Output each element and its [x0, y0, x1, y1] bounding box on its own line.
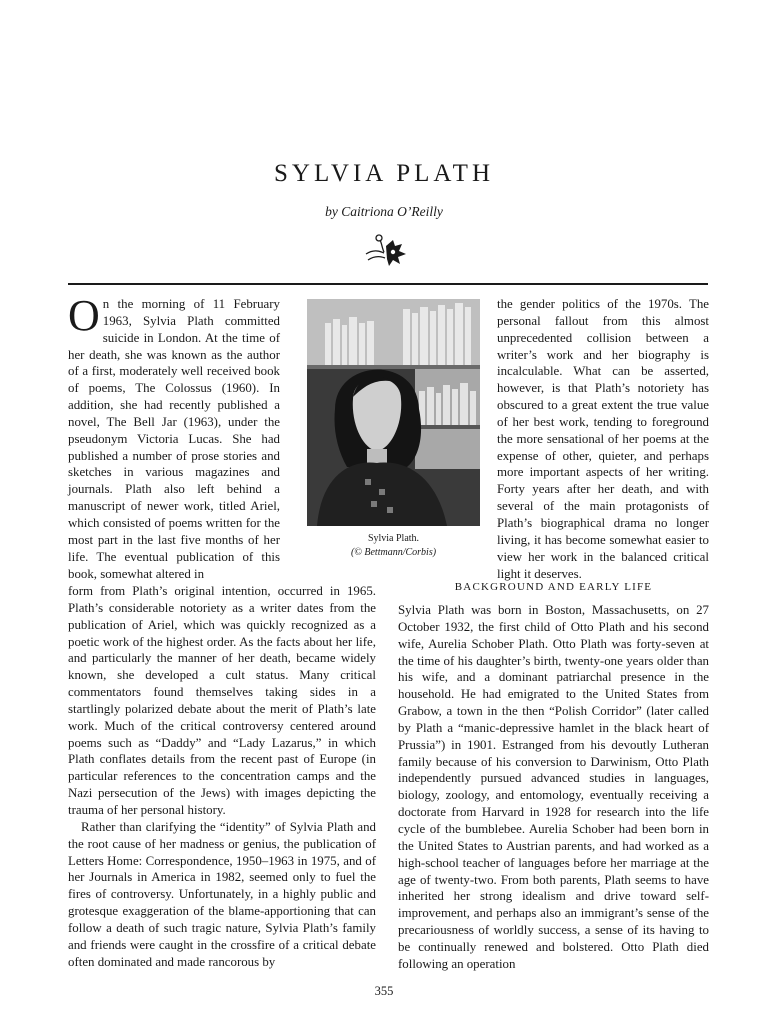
paragraph-continuation: form from Plath’s original intention, occurred in 1965. Plath’s considerable notoriety as a writer dates from the publication of Ariel, which was quickly recognized as a poetic work of the highest order. As the facts about her life, and particularly the manner of her death, became widely known, she developed a cult status. Many critical commentators found themselves taking sides in a startlingly polarized debate about the merit of Plath’s late work. Much of the critical controversy centered around poems such as “Daddy” and “Lady Lazarus,” in which Plath conflates details from the recent past of Europe (in particular references to the concentration camps and the Nazi persecution of the Jews) with images depicting the trauma of her personal history. [68, 584, 376, 817]
article-title: SYLVIA PLATH [273, 160, 495, 187]
header-rule [68, 283, 708, 285]
photo-caption [300, 532, 487, 560]
caption-text: Sylvia Plath. [367, 533, 420, 544]
drop-cap: O [68, 291, 100, 340]
left-column-top [68, 291, 280, 582]
author-photo [307, 299, 480, 526]
page-number: 355 [374, 984, 394, 998]
paragraph: Rather than clarifying the “identity” of Sylvia Plath and the root cause of her madness or genius, the publication of Letters Home: Correspondence, 1950–1963 in 1975, and of her Journals in America in 1982, seemed only to fuel the fires of controversy. Unfortunately, in a highly public and grotesque exaggeration of the blame-apportioning that can follow a death of such tragic nature, Sylvia Plath’s family and friends were caught in the crossfire of a critical debate often dominated and made rancorous by [68, 819, 376, 969]
paragraph: Sylvia Plath was born in Boston, Massachusetts, on 27 October 1932, the first child of Otto Plath and his second wife, Aurelia Schober Plath. Otto Plath was forty-seven at the time of his daughter’s birth, twenty-one years older than his wife, and a dominant patriarchal presence in the household. He had emigrated to the United States from Grabow, a town in the then “Polish Corridor” (later called by Plath a “manic-depressive hamlet in the black heart of Prussia”) in 1901. Estranged from his devoutly Lutheran family because of his conversion to Darwinism, Otto Plath independently pursued advanced studies in languages, biology, zoology, and entomology, eventually receiving a doctorate from Harvard in 1928 for research into the life cycle of the bumblebee. Aurelia Schober had been born in the United States to Austrian parents, and had worked as a high-school teacher of languages before her marriage at the age of twenty-two. From both parents, Plath seems to have inherited her strong idealism and drive toward self-improvement, and perhaps also an immigrant’s sense of the precariousness of worldly success, a sense of its having to be continually renewed and bolstered. Otto Plath died following an operation [398, 603, 709, 971]
paragraph-opening: n the morning of 11 February 1963, Sylvia Plath committed suicide in London. At the time of her death, she was known as the author of a first, moderately well received book of poems, The Colossus (1960). In addition, she had recently published a novel, The Bell Jar (1963), under the pseudonym Victoria Lucas. She had published a number of prose stories and sketches in various magazines and journals. Plath also left behind a manuscript of newer work, titled Ariel, which consisted of poems written for the most part in the last five months of her life. The eventual publication of this book, somewhat altered in [68, 297, 280, 581]
right-column-bottom [398, 602, 709, 973]
floral-ornament-icon [360, 228, 410, 272]
byline: by Caitriona O’Reilly [325, 204, 443, 219]
section-heading: BACKGROUND AND EARLY LIFE [454, 581, 653, 593]
author-photo-illustration [307, 299, 480, 526]
right-column-top [497, 296, 709, 582]
caption-credit: (© Bettmann/Corbis) [350, 547, 437, 558]
left-column-bottom [68, 583, 376, 970]
paragraph-continuation: the gender politics of the 1970s. The personal fallout from this almost unprecedented collision between a writer’s work and her biography is incalculable. What can be asserted, however, is that Plath’s notoriety has obscured to a great extent the true value of her best work, tending to foreground the more sensational of her poems at the expense of other, quieter, and perhaps more important aspects of her writing. Forty years after her death, and with several of the main protagonists of Plath’s biographical drama no longer living, it has become somewhat easier to view her work in the balanced critical light it deserves. [497, 297, 709, 581]
